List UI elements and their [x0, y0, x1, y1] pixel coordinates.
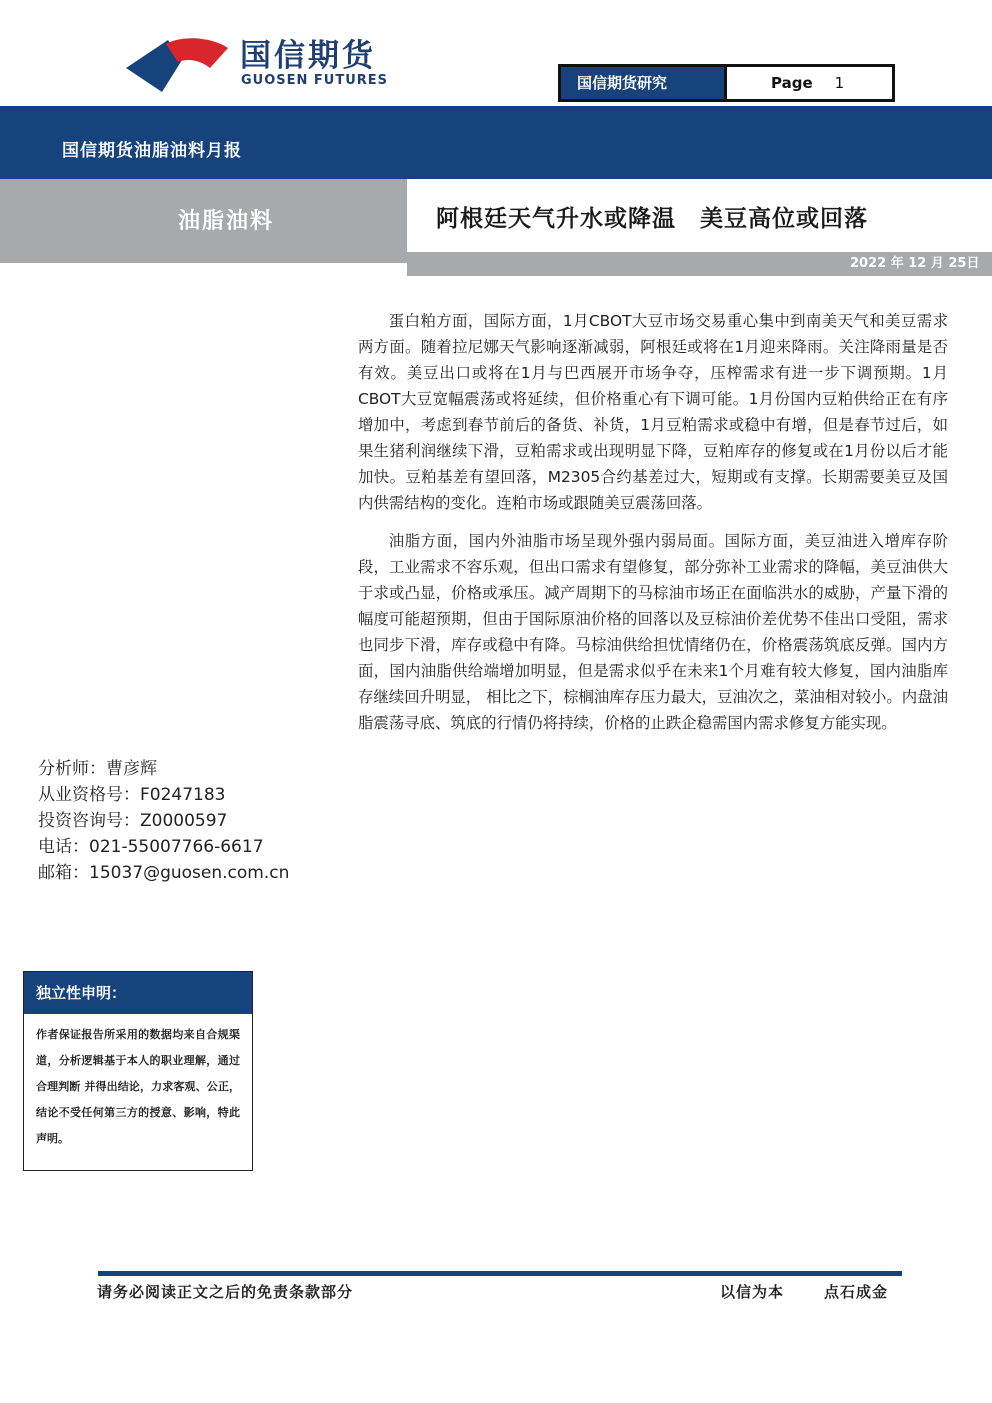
- report-headline: 阿根廷天气升水或降温 美豆高位或回落: [436, 206, 868, 232]
- page-number: 1: [834, 74, 845, 92]
- page-label: Page: [771, 74, 813, 92]
- paragraph-oils: 油脂方面，国内外油脂市场呈现外强内弱局面。国际方面，美豆油进入增库存阶段，工业需求不容乐观，但出口需求有望修复，部分弥补工业需求的降幅，美豆油供大于求或凸显，价格或承压。减产周期下的马棕油市场正在面临洪水的威胁，产量下滑的幅度可能超预期，但由于国际原油价格的回落以及豆棕油价差优势不佳出口受阻，需求也同步下滑，库存或稳中有降。马棕油供给担忧情绪仍在，价格震荡筑底反弹。国内方面，国内油脂供给端增加明显，但是需求似乎在未来1个月难有较大修复，国内油脂库存继续回升明显， 相比之下，棕榈油库存压力最大，豆油次之，菜油相对较小。内盘油脂震荡寻底、筑底的行情仍将持续，价格的止跌企稳需国内需求修复方能实现。: [358, 532, 948, 732]
- analyst-email: 邮箱：15037@guosen.com.cn: [38, 863, 290, 883]
- declaration-title: 独立性申明：: [24, 972, 252, 1014]
- analyst-phone: 电话：021-55007766-6617: [38, 837, 264, 857]
- page-indicator: [727, 67, 892, 99]
- footer-motto-1: 以信为本: [720, 1283, 785, 1301]
- paragraph-protein-meal: 蛋白粕方面，国际方面，1月CBOT大豆市场交易重心集中到南美天气和美豆需求两方面。随着拉尼娜天气影响逐渐减弱，阿根廷或将在1月迎来降雨。关注降雨量是否有效。美豆出口或将在1月与巴西展开市场争夺，压榨需求有进一步下调预期。1月CBOT大豆宽幅震荡或将延续，但价格重心有下调可能。1月份国内豆粕供给正在有序增加中，考虑到春节前后的备货、补货，1月豆粕需求或稳中有增，但是春节过后，如果生猪利润继续下滑，豆粕需求或出现明显下降，豆粕库存的修复或在1月份以后才能加快。豆粕基差有望回落，M2305合约基差过大，短期或有支撑。长期需要美豆及国内供需结构的变化。连粕市场或跟随美豆震荡回落。: [358, 312, 948, 512]
- analyst-info: [38, 756, 289, 886]
- footer-rule: [98, 1271, 902, 1276]
- declaration-text: 作者保证报告所采用的数据均来自合规渠道，分析逻辑基于本人的职业理解，通过合理判断 并得出结论，力求客观、公正，结论不受任何第三方的授意、影响，特此声明。: [36, 1028, 240, 1145]
- brand-name-cn: 国信期货: [240, 38, 376, 74]
- footer-motto-2: 点石成金: [824, 1283, 889, 1301]
- independence-declaration: [23, 971, 253, 1171]
- analyst-name: 分析师：曹彦辉: [38, 759, 157, 779]
- analyst-consult-number: 投资咨询号：Z0000597: [38, 811, 228, 831]
- section-title: 油脂油料: [178, 209, 275, 234]
- footer-disclaimer: 请务必阅读正文之后的免责条款部分: [97, 1283, 354, 1301]
- report-date: 2022 年 12 月 25日: [850, 256, 980, 271]
- header-box: [558, 64, 895, 102]
- research-label: 国信期货研究: [561, 67, 727, 99]
- analyst-qualification: 从业资格号：F0247183: [38, 785, 226, 805]
- report-body: [358, 308, 948, 748]
- series-title: 国信期货油脂油料月报: [62, 141, 242, 161]
- guosen-logo-icon: [122, 34, 232, 94]
- brand-name-en: GUOSEN FUTURES: [241, 73, 389, 88]
